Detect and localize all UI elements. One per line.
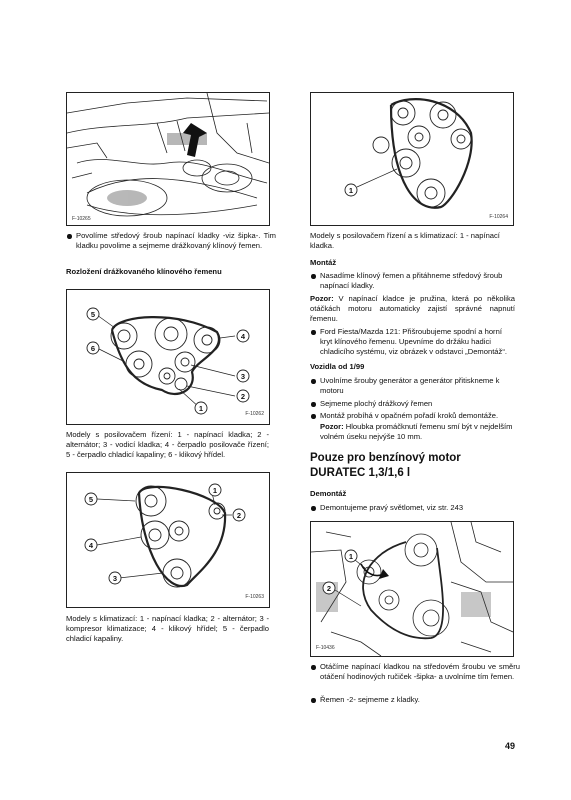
note-label: Pozor: [310, 294, 334, 303]
paragraph-bullet: Demontujeme pravý světlomet, viz str. 243 [310, 503, 516, 513]
section-heading: Vozidla od 1/99 [310, 362, 365, 371]
paragraph-bullet: Ford Fiesta/Mazda 121: Přišroubujeme spodní a horní kryt klínového řemenu. Upevníme do držáku hadici chladicího systému, viz obrázek v odstavci „Demontáž“. [310, 327, 516, 357]
figure-caption: Modely s posilovačem řízení a s klimatizací: 1 - napínací kladka. [310, 231, 500, 251]
callout-label: 1 [348, 552, 354, 561]
figure-belt-routing-combined [310, 92, 514, 226]
section-heading: Demontáž [310, 489, 347, 498]
callout-label: 5 [88, 495, 94, 504]
callout-label: 2 [236, 511, 242, 520]
note-text: V napínací kladce je pružina, která po několika otáčkách motoru automaticky zajistí správné napnutí řemenu. [310, 294, 515, 324]
callout-label: 6 [90, 344, 96, 353]
page-number: 49 [505, 741, 516, 751]
figure-code: F-10436 [316, 645, 335, 652]
figure-code: F-10264 [489, 214, 508, 221]
paragraph-bullet: Uvolníme šrouby generátor a generátor přitiskneme k motoru [310, 376, 516, 396]
callout-label: 3 [112, 574, 118, 583]
callout-label: 5 [90, 310, 96, 319]
figure-caption: Modely s klimatizací: 1 - napínací kladka; 2 - alternátor; 3 - kompresor klimatizace; 4 - klikový hřídel; 5 - čerpadlo chladicí kapaliny. [66, 614, 269, 644]
callout-label: 4 [240, 332, 246, 341]
figure-code: F-10262 [245, 411, 264, 418]
paragraph-bullet: Sejmeme plochý drážkový řemen [310, 399, 516, 409]
belt-diagram-2 [67, 290, 269, 424]
belt-diagram-4 [311, 93, 513, 225]
engine-drawing-5 [311, 522, 513, 656]
figure-belt-routing-ac [66, 472, 270, 608]
callout-label: 2 [326, 584, 332, 593]
callout-label: 1 [212, 486, 218, 495]
callout-label: 1 [198, 404, 204, 413]
paragraph-bullet: Otáčíme napínací kladkou na středovém šroubu ve směru otáčení hodinových ručiček -šipka- a uvolníme tím řemen. [310, 662, 520, 682]
warning-note [310, 294, 515, 324]
callout-label: 1 [348, 186, 354, 195]
belt-diagram-3 [67, 473, 269, 607]
callout-label: 3 [240, 372, 246, 381]
callout-label: 4 [88, 541, 94, 550]
section-title: Pouze pro benzínový motor DURATEC 1,3/1,6 l [310, 452, 461, 479]
figure-belt-routing-power-steering [66, 289, 270, 425]
section-heading: Montáž [310, 258, 337, 267]
warning-note [320, 422, 516, 442]
section-heading: Rozložení drážkovaného klínového řemenu [66, 267, 222, 276]
note-label: Pozor: [320, 422, 344, 431]
engine-drawing-1 [67, 93, 269, 225]
figure-tensioner-bolt [66, 92, 270, 226]
paragraph-bullet: Řemen -2- sejmeme z kladky. [310, 695, 516, 705]
figure-code: F-10263 [245, 594, 264, 601]
figure-caption: Modely s posilovačem řízení: 1 - napínací kladka; 2 - alternátor; 3 - vodicí kladka; 4 - čerpadlo posilovače řízení; 5 - čerpadlo chladicí kapaliny; 6 - klikový hřídel. [66, 430, 269, 460]
figure-code: F-10265 [72, 216, 91, 223]
figure-tensioner-duratec [310, 521, 514, 657]
callout-label: 2 [240, 392, 246, 401]
paragraph-bullet: Montáž probíhá v opačném pořadí kroků demontáže. [310, 411, 516, 421]
paragraph-bullet: Povolíme středový šroub napínací kladky -viz šipka-. Tim kladku povolime a sejmeme drážkovaný klínový řemen. [66, 231, 276, 251]
note-text: Hloubka promáčknutí řemenu smí být v nejdelším volném úseku nejvýše 10 mm. [320, 422, 513, 442]
paragraph-bullet: Nasadíme klínový řemen a přitáhneme středový šroub napínací kladky. [310, 271, 516, 291]
